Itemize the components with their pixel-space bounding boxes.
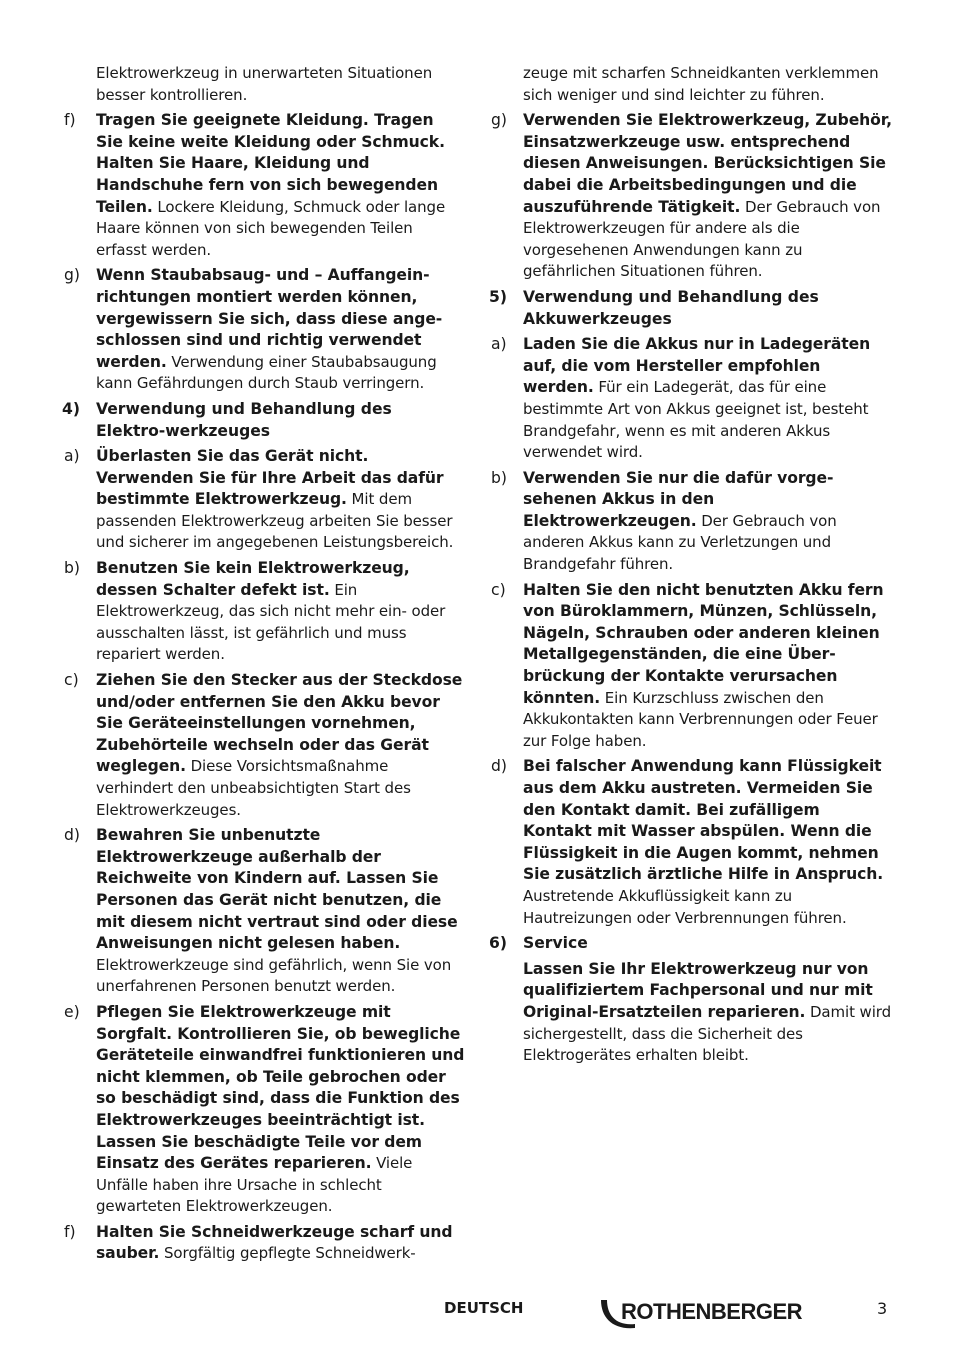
list-item: e) Pflegen Sie Elektrowerkzeuge mit Sorgfalt. Kontrollieren Sie, ob bewegliche Geräteteile einwandfrei funktionieren und nicht klemmen, ob Teile gebrochen oder so beschädigt sind, dass die Funktion des Elektrowerkzeuges beeinträchtigt ist. Lassen Sie beschädigte Teile vor dem Einsatz des Gerätes reparieren. Viele Unfälle haben ihre Ursache in schlecht gewarteten Elektrowerkzeugen. — [64, 1002, 465, 1216]
list-item: d) Bewahren Sie unbenutzte Elektrowerkzeuge außerhalb der Reichweite von Kindern auf. Lassen Sie Personen das Gerät nicht benutzen, die mit diesem nicht vertraut sind oder diese Anweisungen nicht gelesen haben. Elektrowerkzeuge sind gefährlich, wenn Sie von unerfahrenen Personen benutzt werden. — [64, 826, 458, 996]
list-item: b) Benutzen Sie kein Elektrowerkzeug, dessen Schalter defekt ist. Ein Elektrowerkzeug, das sich nicht mehr ein- oder ausschalten lässt, ist gefährlich und muss repariert werden. — [64, 559, 446, 664]
list-item: a) Überlasten Sie das Gerät nicht. Verwenden Sie für Ihre Arbeit das dafür bestimmte Elektrowerkzeug. Mit dem passenden Elektrowerkzeug arbeiten Sie besser und sicherer im angegebenen Leistungsbereich. — [64, 447, 454, 552]
list-item: g) Verwenden Sie Elektrowerkzeug, Zubehör, Einsatzwerkzeuge usw. entsprechend diesen Anweisungen. Berücksichtigen Sie dabei die Arbeitsbedingungen und die auszuführende Tätigkeit. Der Gebrauch von Elektrowerkzeugen für andere als die vorgesehenen Anwendungen kann zu gefährlichen Situationen führen. — [491, 111, 892, 281]
list-item: b) Verwenden Sie nur die dafür vorge-sehenen Akkus in den Elektrowerkzeugen. Der Gebrauch von anderen Akkus kann zu Verletzungen und Brandgefahr führen. — [491, 468, 837, 574]
list-item: a) Laden Sie die Akkus nur in Ladegeräten auf, die vom Hersteller empfohlen werden. Für ein Ladegerät, das für eine bestimmte Art von Akkus geeignet ist, besteht Brandgefahr, wenn es mit anderen Akkus verwendet wird. — [491, 335, 871, 462]
right-column — [487, 63, 892, 1071]
list-item: c) Halten Sie den nicht benutzten Akku fern von Büroklammern, Münzen, Schlüsseln, Nägeln, Schrauben oder anderen kleinen Metallgegenständen, die eine Über-brückung der Kontakte verursachen könnten. Ein Kurzschluss zwischen den Akkukontakten kann Verbrennungen oder Feuer zur Folge haben. — [491, 580, 884, 750]
service-paragraph: Lassen Sie Ihr Elektrowerkzeug nur von qualifiziertem Fachpersonal und nur mit Original-Ersatzteilen reparieren. Damit wird sichergestellt, dass die Sicherheit des Elektrogerätes erhalten bleibt. — [523, 959, 892, 1065]
footer-language: DEUTSCH — [444, 1299, 524, 1317]
list-item: f) Halten Sie Schneidwerkzeuge scharf und sauber. Sorgfältig gepflegte Schneidwerk- — [64, 1222, 453, 1263]
section-heading-4: 4) Verwendung und Behandlung des Elektro-werkzeuges — [62, 399, 392, 440]
list-item: f) Tragen Sie geeignete Kleidung. Tragen Sie keine weite Kleidung oder Schmuck. Halten Sie Haare, Kleidung und Handschuhe fern von sich bewegenden Teilen. Lockere Kleidung, Schmuck oder lange Haare können von sich bewegenden Teilen erfasst werden. — [64, 111, 446, 259]
left-intro: Elektrowerkzeug in unerwarteten Situationen besser kontrollieren. — [96, 64, 433, 104]
section-heading-5: 5) Verwendung und Behandlung des Akkuwerkzeuges — [489, 287, 819, 328]
left-column — [60, 63, 465, 1269]
brand-logo — [595, 1296, 835, 1332]
brand-wordmark: ROTHENBERGER — [621, 1299, 803, 1324]
list-item: d) Bei falscher Anwendung kann Flüssigkeit aus dem Akku austreten. Vermeiden Sie den Kontakt damit. Bei zufälligem Kontakt mit Wasser abspülen. Wenn die Flüssigkeit in die Augen kommt, nehmen Sie zusätzlich ärztliche Hilfe in Anspruch. Austretende Akkuflüssigkeit kann zu Hautreizungen oder Verbrennungen führen. — [491, 757, 884, 927]
page-number: 3 — [877, 1299, 888, 1318]
section-heading-6: 6) Service — [489, 934, 588, 953]
right-intro: zeuge mit scharfen Schneidkanten verklemmen sich weniger und sind leichter zu führen. — [523, 64, 879, 104]
list-item: c) Ziehen Sie den Stecker aus der Steckdose und/oder entfernen Sie den Akku bevor Sie Geräteeinstellungen vornehmen, Zubehörteile wechseln oder das Gerät weglegen. Diese Vorsichtsmaßnahme verhindert den unbeabsichtigten Start des Elektrowerkzeuges. — [64, 671, 463, 819]
list-item: g) Wenn Staubabsaug- und – Auffangein-richtungen montiert werden können, vergewissern Sie sich, dass diese ange-schlossen sind und richtig verwendet werden. Verwendung einer Staubabsaugung kann Gefährdungen durch Staub verringern. — [64, 266, 443, 393]
